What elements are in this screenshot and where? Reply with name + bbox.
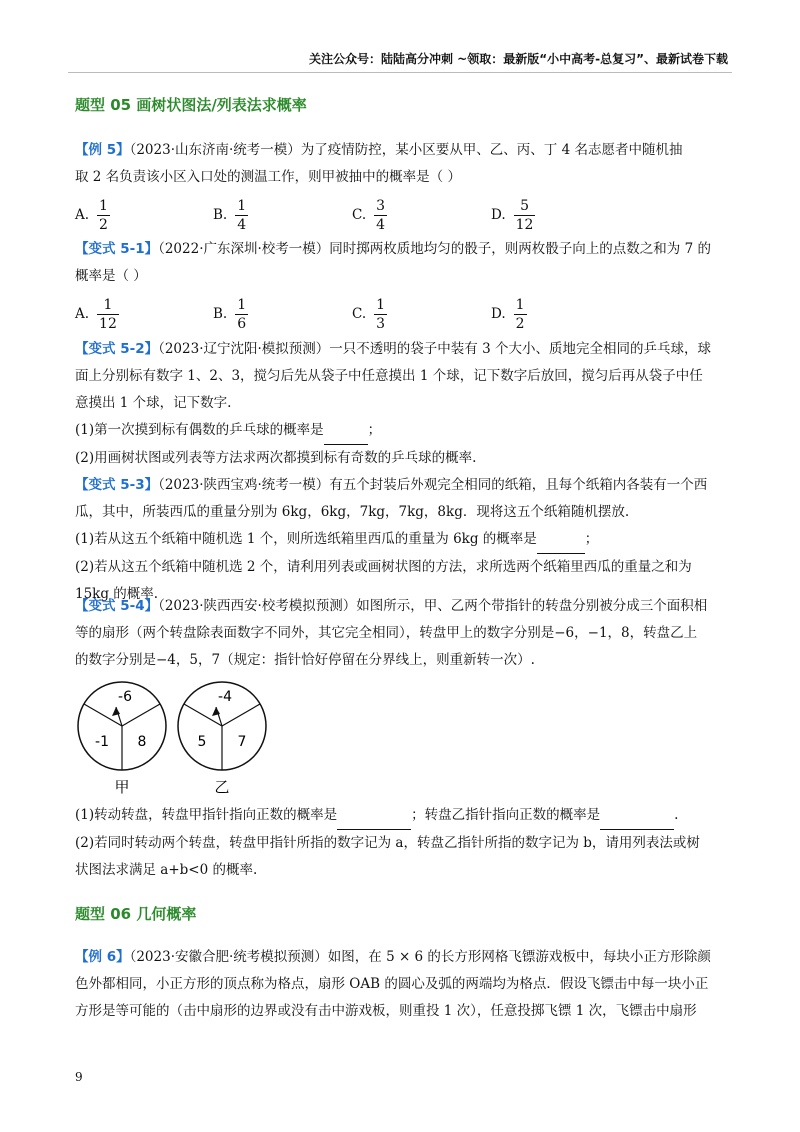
page-number: 9 <box>75 1070 83 1084</box>
spinner-b-caption: 乙 <box>214 778 230 796</box>
example-6-tag: 【例 6】 <box>75 949 130 965</box>
variant-5-4-q1: (1)转动转盘，转盘甲指针指向正数的概率是 ；转盘乙指针指向正数的概率是 . <box>75 802 735 830</box>
header-divider <box>68 72 732 73</box>
spinner-a-top-label: -6 <box>118 689 132 705</box>
variant-5-1-tag: 【变式 5-1】 <box>75 241 159 257</box>
fraction: $\frac{1}{12}$ <box>99 296 117 332</box>
option-a: A. $\frac{1}{12}$ <box>75 296 117 332</box>
variant-5-4-line3: 的数字分别是−4，5，7（规定：指针恰好停留在分界线上，则重新转一次）. <box>75 652 535 668</box>
spinner-a-caption: 甲 <box>114 778 130 796</box>
example-5-tag: 【例 5】 <box>75 142 130 158</box>
variant-5-4-q2a: (2)若同时转动两个转盘，转盘甲指针所指的数字记为 a，转盘乙指针所指的数字记为 b，请用列表法或树 <box>75 835 700 851</box>
fraction: $\frac{1}{2}$ <box>515 296 525 332</box>
option-c: C. $\frac{3}{4}$ <box>352 197 386 233</box>
option-d: D. $\frac{5}{12}$ <box>491 197 534 233</box>
option-b: B. $\frac{1}{6}$ <box>213 296 247 332</box>
spinner-a-left-label: -1 <box>95 734 109 750</box>
option-b: B. $\frac{1}{4}$ <box>213 197 247 233</box>
example-5-options <box>75 193 735 237</box>
spinner-a <box>78 682 166 796</box>
example-6-line2: 色外都相同，小正方形的顶点称为格点，扇形 OAB 的圆心及弧的两端均为格点．假设飞镖击中每一块小正 <box>75 976 709 992</box>
option-c: C. $\frac{1}{3}$ <box>352 296 386 332</box>
variant-5-3-line1: （2023·陕西宝鸡·统考一模）有五个封装后外观完全相同的纸箱，且每个纸箱内各装有一个西 <box>158 477 708 493</box>
spinner-b-left-label: 5 <box>197 734 207 750</box>
variant-5-4-line2: 等的扇形（两个转盘除表面数字不同外，其它完全相同），转盘甲上的数字分别是−6，−1，8，转盘乙上 <box>75 625 698 641</box>
answer-blank <box>337 802 411 830</box>
spinner-a-divider <box>122 704 160 726</box>
page-header: 关注公众号：陆陆高分冲刺 ~领取：最新版“小中高考-总复习”、最新试卷下载 <box>309 52 728 66</box>
example-6-line3: 方形是等可能的（击中扇形的边界或没有击中游戏板，则重投 1 次），任意投掷飞镖 1 次，飞镖击中扇形 <box>75 1003 697 1019</box>
fraction: $\frac{1}{2}$ <box>99 197 108 233</box>
variant-5-2-q1: (1)第一次摸到标有偶数的乒乓球的概率是 ； <box>75 417 735 445</box>
fraction: $\frac{1}{3}$ <box>376 296 386 332</box>
variant-5-1-options <box>75 292 735 336</box>
spinner-a-right-label: 8 <box>137 734 147 750</box>
spinner-figure <box>76 680 276 800</box>
variant-5-2-q2: (2)用画树状图或列表等方法求两次都摸到标有奇数的乒乓球的概率. <box>75 450 477 466</box>
variant-5-4 <box>75 593 735 674</box>
variant-5-2-tag: 【变式 5-2】 <box>75 341 159 357</box>
example-6 <box>75 944 735 1025</box>
variant-5-2-line1: （2023·辽宁沈阳·模拟预测）一只不透明的袋子中装有 3 个大小、质地完全相同的乒乓球，球 <box>158 341 711 357</box>
variant-5-4-q2b: 状图法求满足 a+b<0 的概率. <box>75 862 258 878</box>
variant-5-4-questions <box>75 802 735 884</box>
spinner-b-top-label: -4 <box>218 689 232 705</box>
variant-5-1 <box>75 236 735 290</box>
variant-5-1-line1: （2022·广东深圳·校考一模）同时掷两枚质地均匀的骰子，则两枚骰子向上的点数之和为 7 的 <box>158 241 711 257</box>
spinner-b <box>178 682 266 796</box>
option-a: A. $\frac{1}{2}$ <box>75 197 108 233</box>
variant-5-2-line3: 意摸出 1 个球，记下数字. <box>75 395 232 411</box>
variant-5-4-tag: 【变式 5-4】 <box>75 598 159 614</box>
section-title-06: 题型 06 几何概率 <box>75 905 197 923</box>
variant-5-3-line2: 瓜，其中，所装西瓜的重量分别为 6kg，6kg，7kg，7kg，8kg．现将这五个纸箱随机摆放. <box>75 504 630 520</box>
variant-5-1-line2: 概率是（ ） <box>75 268 147 284</box>
spinner-b-right-label: 7 <box>237 734 247 750</box>
variant-5-3-q1: (1)若从这五个纸箱中随机选 1 个，则所选纸箱里西瓜的重量为 6kg 的概率是 ； <box>75 526 735 554</box>
answer-blank <box>537 526 585 554</box>
example-6-line1: （2023·安徽合肥·统考模拟预测）如图，在 5 × 6 的长方形网格飞镖游戏板中，每块小正方形除颜 <box>129 949 711 965</box>
example-5 <box>75 137 735 191</box>
variant-5-2 <box>75 336 735 472</box>
fraction: $\frac{3}{4}$ <box>376 197 386 233</box>
spinner-b-divider <box>222 704 260 726</box>
variant-5-3-q2b: 15kg 的概率. <box>75 586 159 602</box>
option-d: D. $\frac{1}{2}$ <box>491 296 525 332</box>
fraction: $\frac{5}{12}$ <box>515 197 534 233</box>
example-5-line1: （2023·山东济南·统考一模）为了疫情防控，某小区要从甲、乙、丙、丁 4 名志愿者中随机抽 <box>129 142 683 158</box>
fraction: $\frac{1}{4}$ <box>237 197 247 233</box>
answer-blank <box>324 417 368 445</box>
variant-5-3-tag: 【变式 5-3】 <box>75 477 159 493</box>
variant-5-3-q2a: (2)若从这五个纸箱中随机选 2 个，请利用列表或画树状图的方法，求所选两个纸箱里西瓜的重量之和为 <box>75 559 692 575</box>
fraction: $\frac{1}{6}$ <box>237 296 247 332</box>
section-title-05: 题型 05 画树状图法/列表法求概率 <box>75 96 307 114</box>
variant-5-2-line2: 面上分别标有数字 1、2、3，搅匀后先从袋子中任意摸出 1 个球，记下数字后放回，搅匀后再从袋子中任 <box>75 368 703 384</box>
answer-blank <box>600 802 674 830</box>
example-5-line2: 取 2 名负责该小区入口处的测温工作，则甲被抽中的概率是（ ） <box>75 169 461 185</box>
variant-5-4-line1: （2023·陕西西安·校考模拟预测）如图所示，甲、乙两个带指针的转盘分别被分成三个面积相 <box>158 598 708 614</box>
variant-5-3 <box>75 472 735 608</box>
